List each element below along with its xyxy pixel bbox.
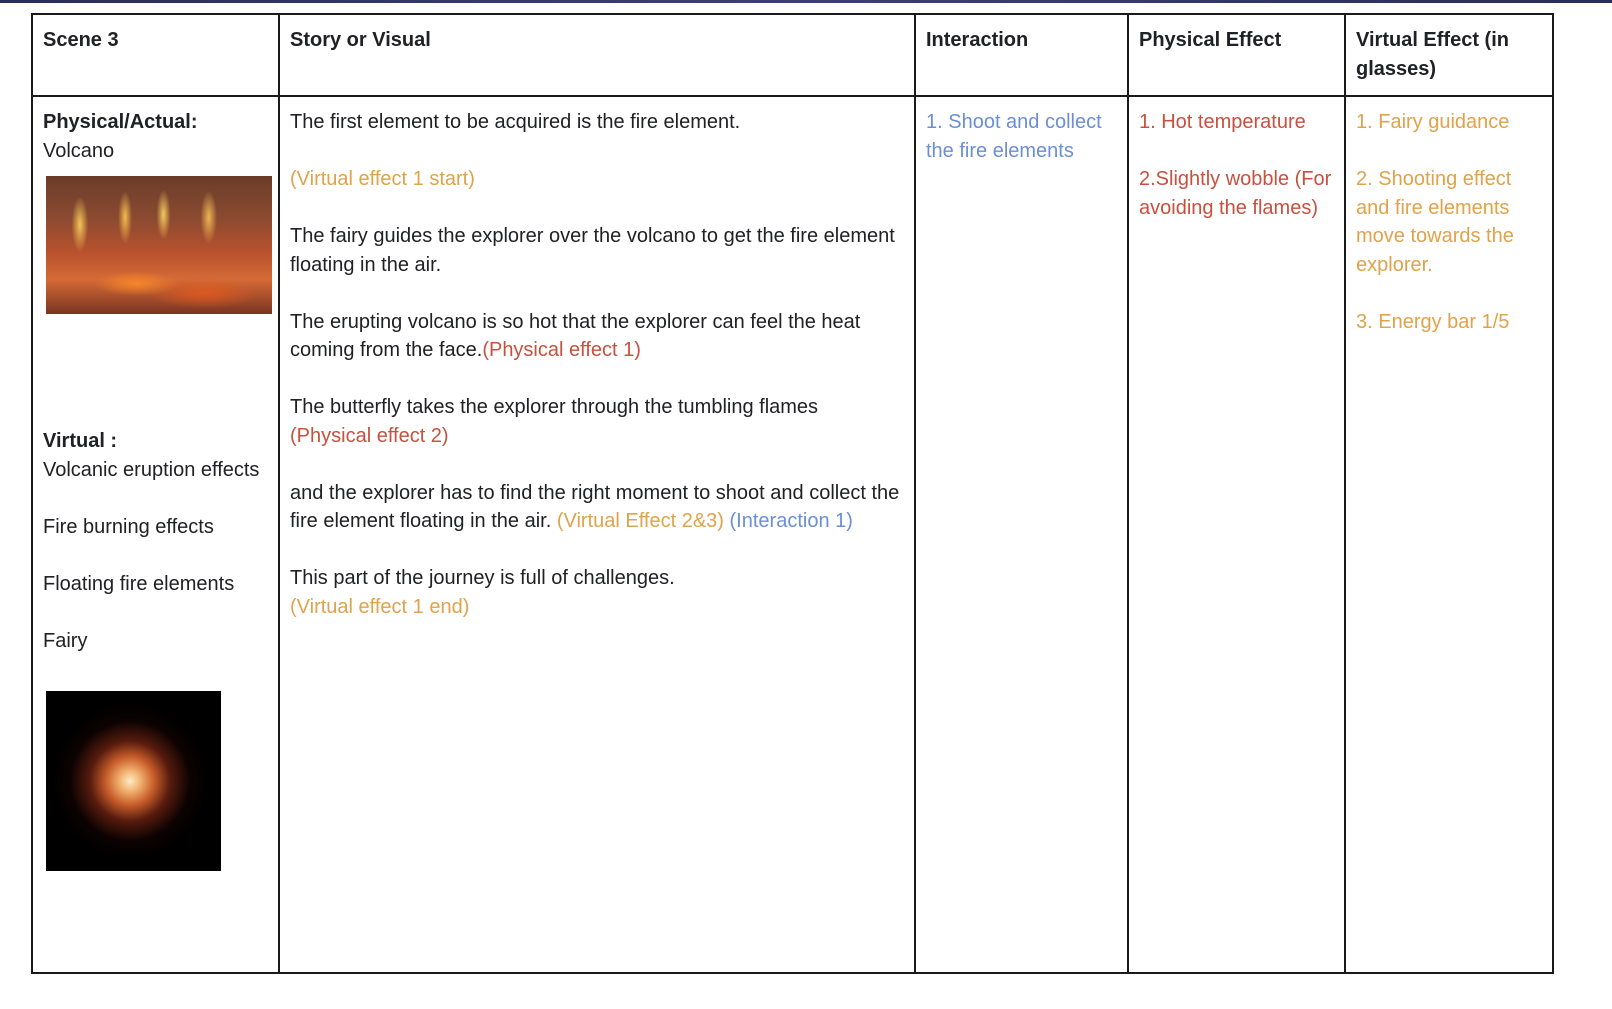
header-virtual-effect: Virtual Effect (in glasses)	[1345, 14, 1553, 96]
scene-row	[32, 96, 1553, 973]
virtual-effect-2-3-tag: (Virtual Effect 2&3)	[556, 510, 724, 532]
virtual-label: Virtual :	[43, 430, 118, 452]
virtual-effect-item-2: 2. Shooting effect and fire elements move towards the explorer.	[1356, 168, 1514, 276]
top-window-strip	[0, 0, 1612, 3]
virtual-item-fairy: Fairy	[43, 629, 88, 652]
interaction-cell	[915, 96, 1128, 973]
story-virtual-end-tag: (Virtual effect 1 end)	[290, 595, 470, 618]
story-paragraph-3: The fairy guides the explorer over the volcano to get the fire element floating in the air.	[290, 225, 895, 276]
virtual-item-eruption: Volcanic eruption effects	[43, 458, 260, 481]
virtual-item-fire: Fire burning effects	[43, 515, 214, 538]
fairy-image	[46, 691, 221, 871]
virtual-item-floating: Floating fire elements	[43, 572, 235, 595]
scene-cell	[32, 96, 279, 973]
story-paragraph-5	[290, 393, 905, 450]
virtual-effect-item-1: 1. Fairy guidance	[1356, 111, 1510, 133]
volcano-image	[46, 176, 272, 314]
interaction-1-tag: (Interaction 1)	[729, 510, 853, 532]
physical-effect-1-tag: (Physical effect 1)	[482, 339, 641, 361]
story-cell	[279, 96, 915, 973]
physical-effect-cell	[1128, 96, 1345, 973]
physical-label: Physical/Actual:	[43, 111, 198, 133]
header-physical-effect: Physical Effect	[1128, 14, 1345, 96]
story-paragraph-5-text: The butterfly takes the explorer through the tumbling flames	[290, 396, 819, 418]
story-paragraph-1: The first element to be acquired is the fire element.	[290, 111, 741, 133]
header-scene: Scene 3	[32, 14, 279, 96]
header-interaction: Interaction	[915, 14, 1128, 96]
virtual-effect-cell	[1345, 96, 1553, 973]
header-row	[32, 14, 1553, 96]
physical-item-2: 2.Slightly wobble (For avoiding the flames)	[1139, 168, 1332, 219]
story-virtual-start-tag: (Virtual effect 1 start)	[290, 168, 475, 190]
story-paragraph-4-text: The erupting volcano is so hot that the explorer can feel the heat coming from the face.	[290, 310, 861, 361]
physical-item-1: 1. Hot temperature	[1139, 111, 1306, 133]
physical-value: Volcano	[43, 139, 115, 162]
interaction-item-1: 1. Shoot and collect the fire elements	[926, 111, 1102, 162]
physical-effect-2-tag: (Physical effect 2)	[290, 424, 449, 447]
story-paragraph-4	[290, 308, 905, 365]
story-paragraph-7: This part of the journey is full of challenges.	[290, 567, 675, 589]
header-story-or-visual: Story or Visual	[279, 14, 915, 96]
story-paragraph-6-text: and the explorer has to find the right moment to shoot and collect the fire element floating in the air.	[290, 481, 900, 532]
story-paragraph-6	[290, 479, 905, 536]
storyboard-table	[31, 13, 1554, 974]
virtual-effect-item-3: 3. Energy bar 1/5	[1356, 310, 1510, 333]
